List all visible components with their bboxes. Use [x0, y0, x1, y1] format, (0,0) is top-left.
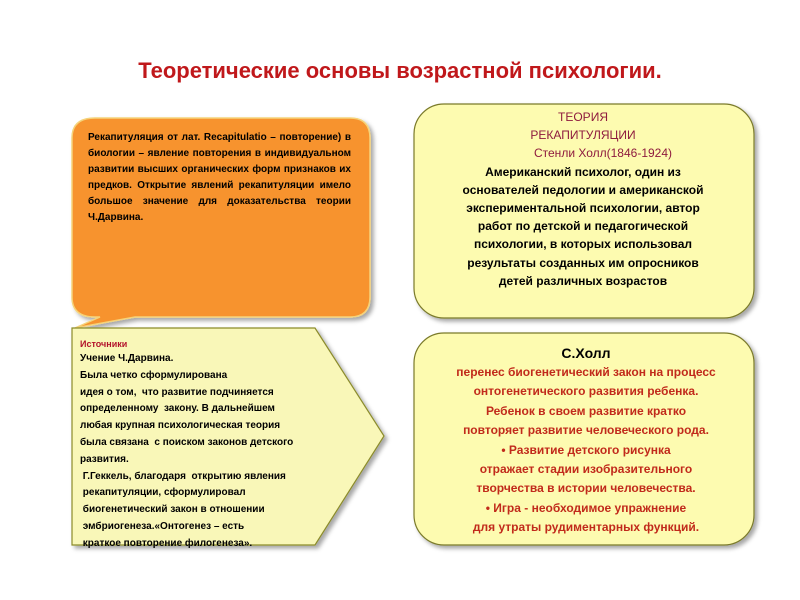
- sources-line: Была четко сформулирована: [80, 369, 228, 381]
- hall-line: для утраты рудиментарных функций.: [472, 520, 700, 535]
- theory-body-line: основателей педологии и американской: [462, 182, 704, 197]
- sources-line: развития.: [80, 453, 129, 465]
- theory-panel: [418, 108, 748, 290]
- theory-body-line: работ по детской и педагогической: [477, 219, 689, 234]
- sources-line: краткое повторение филогенеза».: [80, 537, 253, 549]
- hall-name: С.Холл: [561, 345, 611, 361]
- hall-line: повторяет развитие человеческого рода.: [463, 423, 709, 438]
- hall-line: Ребенок в своем развитие кратко: [485, 403, 687, 418]
- sources-line: Г.Геккель, благодаря открытию явления: [80, 470, 286, 482]
- theory-body-line: Американский психолог, один из: [485, 164, 681, 179]
- sources-line: биогенетический закон в отношении: [80, 504, 265, 516]
- theory-body-line: экспериментальной психологии, автор: [466, 201, 700, 216]
- hall-panel: [418, 343, 754, 538]
- hall-line: • Игра - необходимое упражнение: [485, 500, 687, 515]
- slide-title: Теоретические основы возрастной психологии.: [138, 58, 662, 83]
- sources-heading: Источники: [80, 339, 128, 349]
- hall-line: отражает стадии изобразительного: [479, 462, 693, 477]
- sources-line: Учение Ч.Дарвина.: [80, 353, 174, 364]
- theory-body-line: результаты созданных им опросников: [467, 255, 699, 270]
- sources-line: рекапитуляции, сформулировал: [80, 487, 246, 499]
- recapitulation-definition-text: Рекапитуляция от лат. Recapitulatio – повторение) в биологии – явление повторения в индивидуальном развитии высших органических форм признаков их предков. Открытие явлений рекапитуляции имело большое значение для доказательства теории Ч.Дарвина.: [88, 132, 351, 223]
- sources-line: эмбриогенеза.«Онтогенез – есть: [80, 520, 245, 532]
- hall-line: перенес биогенетический закон на процесс: [456, 365, 716, 379]
- theory-heading-line2: РЕКАПИТУЛЯЦИИ: [530, 128, 636, 143]
- hall-line: творчества в истории человечества.: [476, 481, 696, 496]
- sources-line: определенному закону. В дальнейшем: [80, 403, 275, 415]
- theory-heading-line1: ТЕОРИЯ: [558, 110, 608, 124]
- hall-line: • Развитие детского рисунка: [501, 442, 671, 457]
- theory-body-line: детей различных возрастов: [498, 273, 668, 288]
- sources-line: идея о том, что развитие подчиняется: [80, 386, 274, 398]
- hall-line: онтогенетического развития ребенка.: [473, 384, 699, 399]
- sources-line: любая крупная психологическая теория: [80, 420, 281, 432]
- recapitulation-definition: [88, 130, 351, 226]
- theory-author: Стенли Холл(1846-1924): [533, 146, 673, 161]
- sources-line: была связана с поиском законов детского: [80, 436, 294, 448]
- sources-panel: [80, 337, 345, 553]
- theory-body-line: психологии, в которых использовал: [474, 237, 692, 252]
